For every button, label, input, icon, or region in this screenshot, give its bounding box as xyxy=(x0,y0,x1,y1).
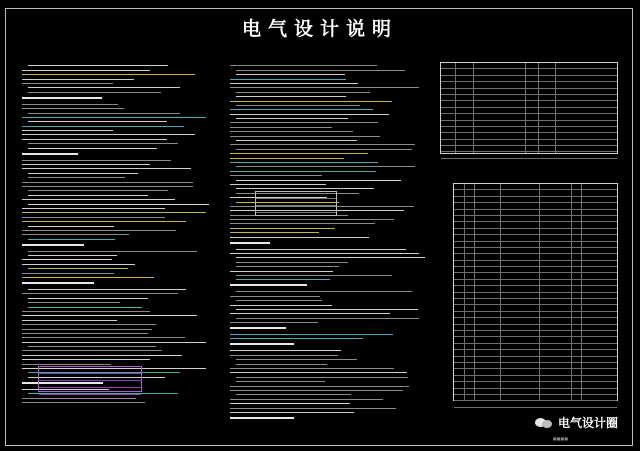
page-title: 电气设计说明 xyxy=(241,18,398,40)
text-line xyxy=(28,204,209,205)
text-line xyxy=(230,334,393,335)
table-column-rule xyxy=(464,184,465,400)
text-line xyxy=(230,158,344,159)
text-line xyxy=(22,359,150,360)
text-line xyxy=(28,113,180,114)
text-line xyxy=(22,324,156,325)
text-line xyxy=(22,117,206,118)
text-line xyxy=(230,399,383,400)
text-line xyxy=(230,87,419,88)
load-table-purple xyxy=(38,366,142,392)
text-line xyxy=(230,101,392,102)
table-column-rule xyxy=(455,63,456,153)
text-line xyxy=(236,92,370,93)
text-line xyxy=(236,377,408,378)
text-line xyxy=(22,108,124,109)
text-line xyxy=(22,153,78,155)
text-line xyxy=(28,239,115,240)
text-line xyxy=(22,199,175,200)
text-line xyxy=(22,182,193,183)
table-column-rule xyxy=(500,184,501,400)
text-line xyxy=(22,130,113,131)
text-line xyxy=(22,350,162,351)
text-line xyxy=(22,139,167,140)
text-line xyxy=(230,114,389,115)
table-column-rule xyxy=(581,184,582,400)
text-line xyxy=(230,327,286,329)
text-line xyxy=(230,242,270,244)
text-line xyxy=(236,249,406,250)
text-line xyxy=(22,221,186,222)
text-line xyxy=(22,398,136,399)
text-line xyxy=(28,121,167,122)
text-line xyxy=(230,296,320,297)
text-line xyxy=(236,359,357,360)
text-line xyxy=(28,298,148,299)
text-line xyxy=(28,251,197,252)
text-line xyxy=(28,268,128,269)
table-row xyxy=(256,192,336,199)
wechat-icon xyxy=(535,416,553,430)
table-row xyxy=(39,381,141,388)
text-line xyxy=(236,166,415,167)
table-row xyxy=(39,374,141,381)
text-line xyxy=(230,322,318,323)
text-line xyxy=(28,302,120,303)
text-line xyxy=(230,417,294,419)
text-line xyxy=(22,168,191,169)
text-line xyxy=(230,109,373,110)
text-line xyxy=(28,346,156,347)
text-line xyxy=(230,408,396,409)
text-line xyxy=(22,244,84,246)
text-line xyxy=(22,264,135,265)
watermark-text: 电气设计圈 xyxy=(557,416,618,430)
text-line xyxy=(22,329,152,330)
text-line xyxy=(236,140,357,141)
text-line xyxy=(22,277,154,278)
drawing-footnote-mark: ■■■■ xyxy=(552,436,568,441)
text-line xyxy=(236,275,392,276)
text-line xyxy=(22,126,184,127)
text-line xyxy=(22,217,165,218)
text-line xyxy=(236,96,346,97)
text-line xyxy=(22,355,182,356)
table-column-rule xyxy=(473,63,474,153)
text-line xyxy=(22,186,193,187)
table-column-rule xyxy=(525,63,526,153)
text-line xyxy=(22,74,195,75)
table-row xyxy=(256,213,336,220)
text-line xyxy=(22,337,185,338)
text-line xyxy=(230,372,407,373)
table-column-rule xyxy=(474,184,475,400)
text-line xyxy=(230,153,368,154)
text-line xyxy=(22,342,206,343)
text-line xyxy=(230,284,307,286)
text-line xyxy=(230,350,341,351)
text-line xyxy=(236,291,412,292)
text-line xyxy=(236,70,405,71)
text-line xyxy=(230,122,378,123)
cable-spec-table xyxy=(255,191,337,216)
text-line xyxy=(236,74,345,75)
text-line xyxy=(230,403,350,404)
text-line xyxy=(28,173,138,174)
text-line xyxy=(230,65,377,66)
text-line xyxy=(230,237,369,238)
text-line xyxy=(230,412,354,413)
text-line xyxy=(22,364,111,365)
table-row xyxy=(256,199,336,206)
legend-table xyxy=(453,183,618,401)
table-column-rule xyxy=(555,63,556,153)
text-line xyxy=(28,148,157,149)
text-line xyxy=(230,175,322,176)
text-line xyxy=(230,171,376,172)
text-line xyxy=(22,282,94,284)
text-line xyxy=(236,309,418,310)
text-line xyxy=(230,313,390,314)
table-row xyxy=(454,401,617,407)
text-line xyxy=(230,83,358,84)
text-line xyxy=(230,184,326,185)
text-line xyxy=(230,228,335,229)
text-line xyxy=(230,144,415,145)
text-line xyxy=(230,386,409,387)
text-line xyxy=(28,143,178,144)
text-line xyxy=(28,177,125,178)
text-line xyxy=(236,364,327,365)
drawing-list-table xyxy=(440,62,618,154)
text-line xyxy=(22,164,150,165)
text-line xyxy=(230,223,375,224)
text-line xyxy=(230,131,353,132)
text-line xyxy=(28,190,168,191)
table-row xyxy=(39,388,141,395)
text-line xyxy=(236,188,374,189)
text-line xyxy=(22,311,150,312)
text-line xyxy=(22,83,113,84)
text-line xyxy=(22,230,176,231)
text-line xyxy=(230,127,332,128)
table-row xyxy=(39,367,141,374)
text-line xyxy=(22,273,114,274)
watermark xyxy=(535,414,618,431)
text-line xyxy=(230,253,419,254)
text-line xyxy=(230,232,319,233)
text-line xyxy=(230,343,294,345)
text-line xyxy=(28,255,117,256)
text-line xyxy=(22,208,165,209)
text-line xyxy=(28,226,114,227)
text-line xyxy=(22,160,171,161)
text-line xyxy=(28,65,168,66)
text-line xyxy=(230,271,333,272)
text-line xyxy=(22,333,148,334)
text-line xyxy=(236,394,351,395)
text-line xyxy=(236,262,348,263)
text-line xyxy=(22,320,117,321)
text-line xyxy=(28,195,148,196)
text-line xyxy=(230,390,403,391)
text-line xyxy=(230,305,332,306)
text-line xyxy=(236,257,425,258)
text-line xyxy=(236,118,348,119)
text-line xyxy=(22,97,102,99)
text-line xyxy=(230,368,394,369)
text-line xyxy=(236,279,330,280)
text-line xyxy=(236,381,325,382)
text-line xyxy=(236,149,412,150)
text-line xyxy=(22,79,134,80)
text-line xyxy=(236,300,322,301)
table-row xyxy=(441,152,617,158)
text-line xyxy=(22,259,112,260)
text-line xyxy=(230,136,380,137)
text-line xyxy=(236,318,419,319)
text-line xyxy=(22,293,178,294)
text-line xyxy=(236,105,360,106)
table-column-rule xyxy=(539,184,540,400)
notes-column-1 xyxy=(22,62,207,406)
text-line xyxy=(22,134,195,135)
text-line xyxy=(22,212,206,213)
text-line xyxy=(236,266,339,267)
text-line xyxy=(230,79,346,80)
text-line xyxy=(28,92,161,93)
table-row xyxy=(256,206,336,213)
text-line xyxy=(230,355,338,356)
text-line xyxy=(28,289,186,290)
table-column-rule xyxy=(571,184,572,400)
text-line xyxy=(22,402,145,403)
text-line xyxy=(28,307,142,308)
text-line xyxy=(230,162,378,163)
text-line xyxy=(22,234,129,235)
text-line xyxy=(236,180,401,181)
table-column-rule xyxy=(538,63,539,153)
text-line xyxy=(22,70,150,71)
text-line xyxy=(230,338,363,339)
text-line xyxy=(28,87,180,88)
notes-column-2 xyxy=(230,62,420,424)
text-line xyxy=(22,315,197,316)
text-line xyxy=(22,104,118,105)
